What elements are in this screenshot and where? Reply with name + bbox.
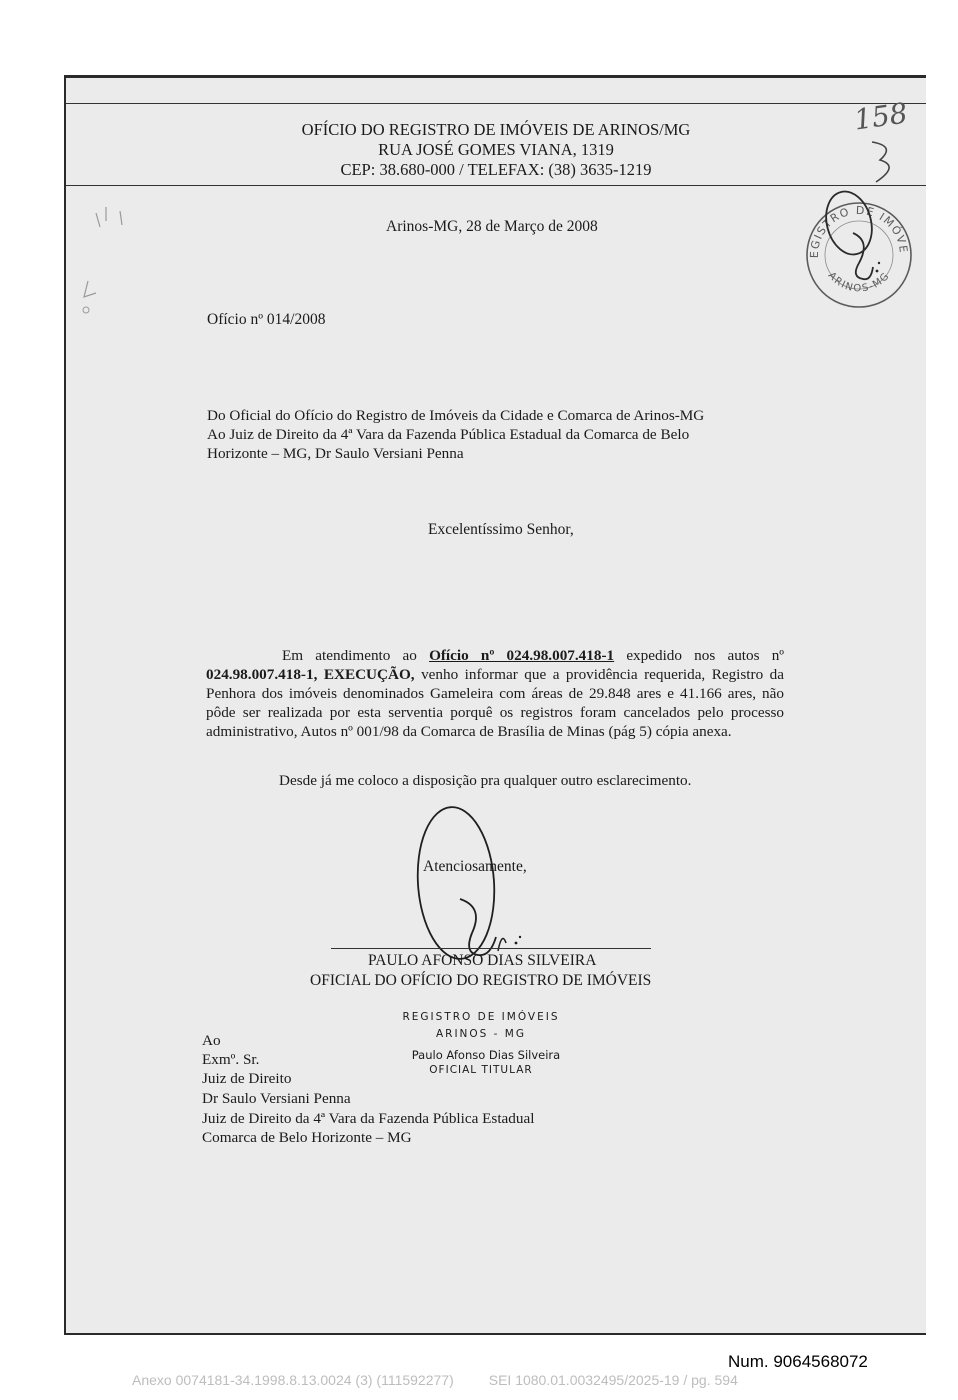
recipient-line-6: Comarca de Belo Horizonte – MG [202, 1129, 412, 1146]
signature-line [331, 948, 651, 949]
office-stamp-line-2: ARINOS - MG [435, 1028, 527, 1040]
autos-number: 024.98.007.418-1, EXECUÇÃO, [206, 666, 415, 683]
handwritten-mark-icon [866, 138, 906, 188]
body-paragraph-2: Desde já me coloco a disposição pra qualquer outro esclarecimento. [279, 772, 692, 789]
body-paragraph [206, 646, 784, 741]
office-stamp-line-4: OFICIAL TITULAR [429, 1064, 533, 1076]
office-stamp-line-3: Paulo Afonso Dias Silveira [411, 1048, 561, 1062]
addressing-line-2: Ao Juiz de Direito da 4ª Vara da Fazenda Pública Estadual da Comarca de Belo [207, 426, 690, 443]
closing: Atenciosamente, [423, 858, 527, 875]
body-rest: venho informar que a providência requerida, Registro da Penhora dos imóveis denominados Gameleira com áreas de 29.848 ares e 41.166 ares, não pôde ser realizada por esta serventia porquê os registros foram cancelados pelo processo administrativo, Autos nº 001/98 da Comarca de Brasília de Minas (pág 5) cópia anexa. [206, 666, 784, 740]
round-stamp-bottom-text: ARINOS-MG [825, 270, 893, 295]
letterhead-line-2: RUA JOSÉ GOMES VIANA, 1319 [378, 140, 614, 159]
addressing-line-1: Do Oficial do Ofício do Registro de Imóveis da Cidade e Comarca de Arinos-MG [207, 407, 705, 424]
recipient-line-5: Juiz de Direito da 4ª Vara da Fazenda Pública Estadual [202, 1110, 535, 1127]
addressing-line-3: Horizonte – MG, Dr Saulo Versiani Penna [207, 445, 464, 462]
referenced-oficio: Ofício nº 024.98.007.418-1 [429, 647, 615, 664]
letter-date: Arinos-MG, 28 de Março de 2008 [386, 218, 598, 235]
signatory-title: OFICIAL DO OFÍCIO DO REGISTRO DE IMÓVEIS [310, 972, 652, 989]
salutation: Excelentíssimo Senhor, [428, 521, 574, 538]
document-number: Num. 9064568072 [728, 1352, 868, 1371]
recipient-line-1: Ao [202, 1032, 221, 1049]
handwritten-page-number: 158 [851, 96, 910, 137]
oficio-number: Ofício nº 014/2008 [207, 311, 326, 328]
signatory-name: PAULO AFONSO DIAS SILVEIRA [368, 952, 597, 969]
scanned-document [64, 75, 926, 1335]
round-stamp-top-text: REGISTRO DE IMÓVEIS [799, 190, 911, 259]
document-reference: Anexo 0074181-34.1998.8.13.0024 (3) (111592277) SEI 1080.01.0032495/2025-19 / pg. 594 [132, 1372, 738, 1388]
stamp-signature-icon [811, 183, 891, 293]
body-intro: Em atendimento ao [282, 647, 417, 664]
recipient-line-2: Exmº. Sr. [202, 1051, 260, 1068]
header-bottom-rule [66, 185, 926, 186]
letterhead-line-3: CEP: 38.680-000 / TELEFAX: (38) 3635-1219 [340, 160, 652, 179]
recipient-line-3: Juiz de Direito [202, 1070, 292, 1087]
office-stamp-line-1: REGISTRO DE IMÓVEIS [402, 1011, 560, 1023]
letterhead-line-1: OFÍCIO DO REGISTRO DE IMÓVEIS DE ARINOS/MG [301, 120, 691, 139]
body-mid: expedido nos autos nº [626, 647, 784, 664]
header-top-rule [66, 103, 926, 104]
margin-marks-icon [76, 203, 136, 313]
recipient-line-4: Dr Saulo Versiani Penna [202, 1090, 351, 1107]
